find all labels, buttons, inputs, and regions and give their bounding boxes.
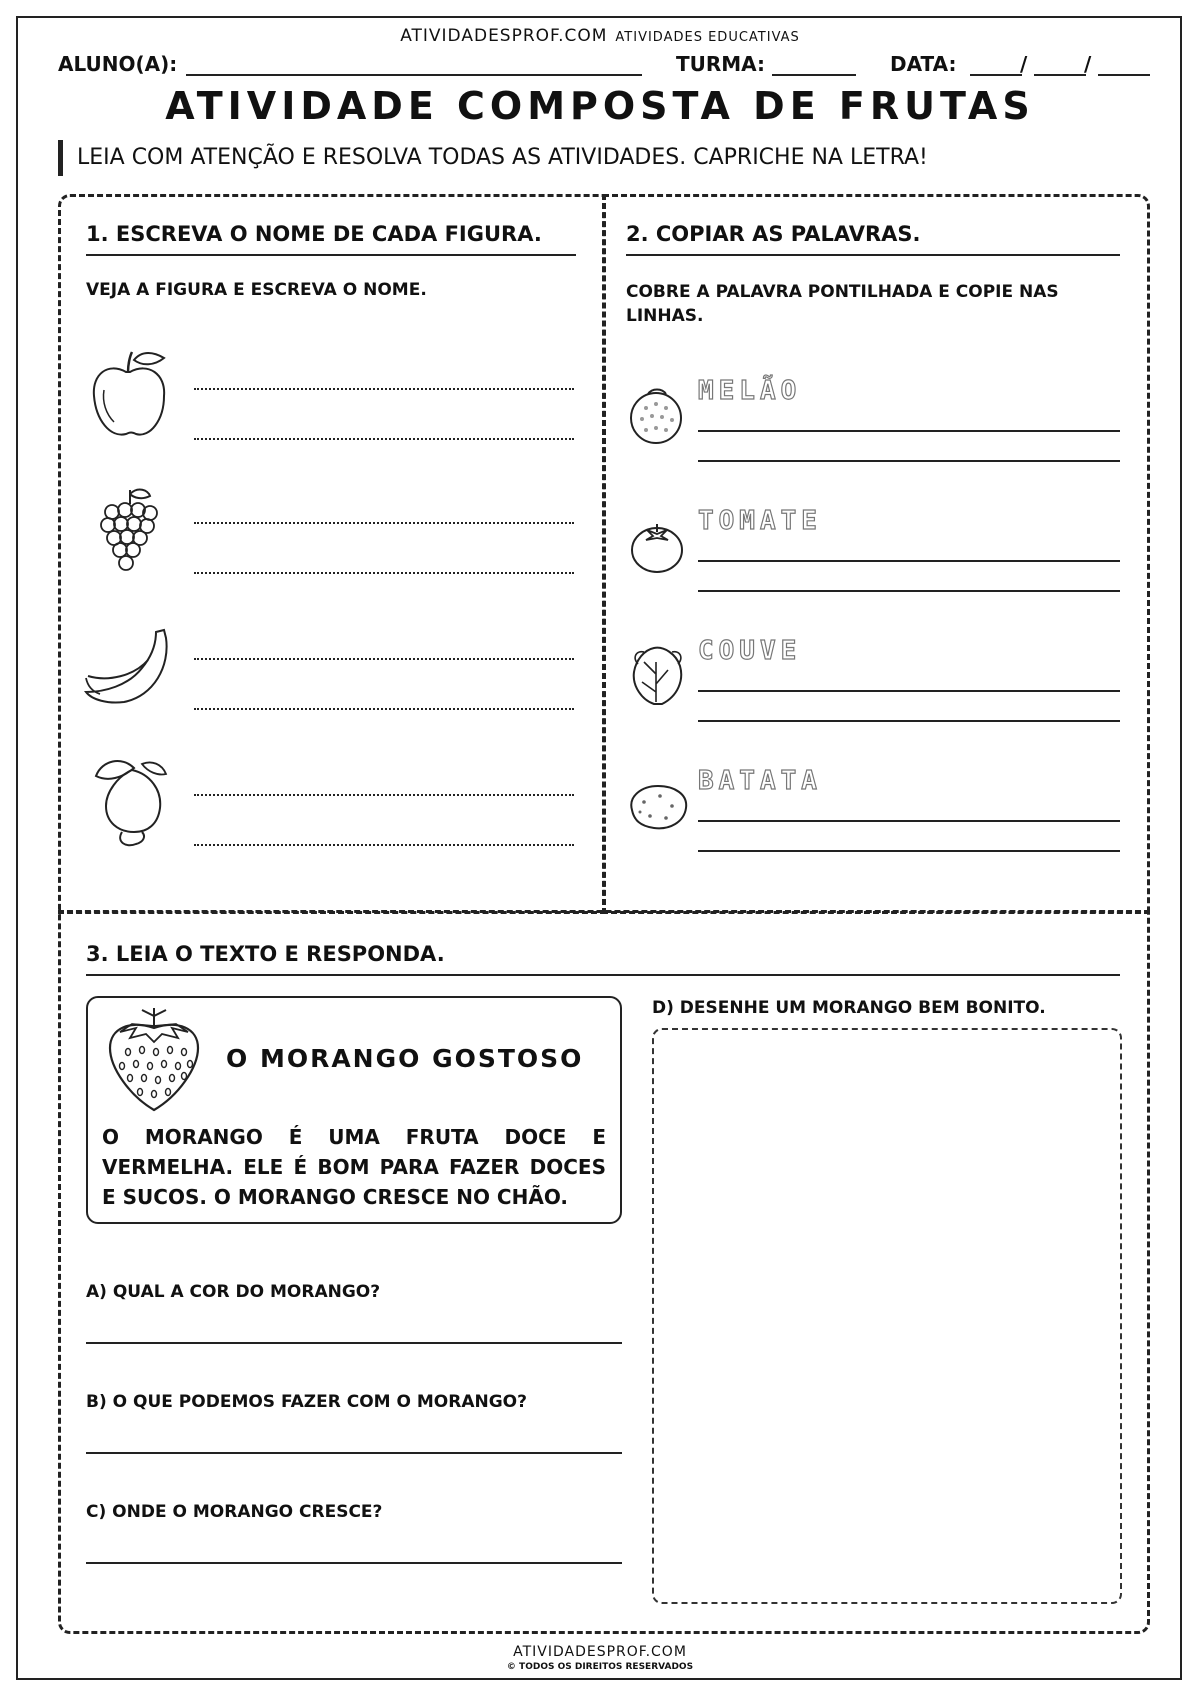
- potato-icon: [626, 782, 690, 832]
- copy-line[interactable]: [698, 430, 1120, 432]
- write-line[interactable]: [194, 658, 574, 660]
- write-line[interactable]: [194, 388, 574, 390]
- write-line[interactable]: [194, 708, 574, 710]
- copy-line[interactable]: [698, 590, 1120, 592]
- tomato-icon: [630, 520, 684, 574]
- site-name: ATIVIDADESPROF.COM: [400, 26, 608, 46]
- copy-line[interactable]: [698, 690, 1120, 692]
- copy-line[interactable]: [698, 460, 1120, 462]
- copy-line[interactable]: [698, 820, 1120, 822]
- question-c: C) ONDE O MORANGO CRESCE?: [86, 1502, 383, 1522]
- section1-subtitle: VEJA A FIGURA E ESCREVA O NOME.: [86, 280, 427, 300]
- trace-word: MELÃO: [698, 376, 802, 406]
- answer-line-c[interactable]: [86, 1562, 622, 1564]
- footer-site: ATIVIDADESPROF.COM: [513, 1644, 687, 1660]
- cashew-icon: [92, 756, 172, 848]
- page-title: ATIVIDADE COMPOSTA DE FRUTAS: [165, 84, 1035, 128]
- section1-title: 1. ESCREVA O NOME DE CADA FIGURA.: [86, 222, 576, 256]
- date-day-field[interactable]: [970, 74, 1022, 76]
- student-name-field[interactable]: [186, 74, 642, 76]
- banana-icon: [84, 626, 176, 706]
- date-month-field[interactable]: [1034, 74, 1086, 76]
- write-line[interactable]: [194, 794, 574, 796]
- question-b: B) O QUE PODEMOS FAZER COM O MORANGO?: [86, 1392, 527, 1412]
- write-line[interactable]: [194, 438, 574, 440]
- question-a: A) QUAL A COR DO MORANGO?: [86, 1282, 381, 1302]
- copy-line[interactable]: [698, 850, 1120, 852]
- grapes-icon: [98, 486, 162, 574]
- copy-line[interactable]: [698, 720, 1120, 722]
- instruction: LEIA COM ATENÇÃO E RESOLVA TODAS AS ATIVIDADES. CAPRICHE NA LETRA!: [58, 140, 928, 176]
- apple-icon: [88, 350, 168, 442]
- write-line[interactable]: [194, 572, 574, 574]
- footer-rights: © TODOS OS DIREITOS RESERVADOS: [506, 1662, 694, 1672]
- section3-title: 3. LEIA O TEXTO E RESPONDA.: [86, 942, 1120, 976]
- answer-line-a[interactable]: [86, 1342, 622, 1344]
- date-separator: /: [1084, 52, 1092, 76]
- story-text: O MORANGO É UMA FRUTA DOCE E VERMELHA. ELE É BOM PARA FAZER DOCES E SUCOS. O MORANGO CRESCE NO CHÃO.: [102, 1125, 606, 1209]
- trace-word: BATATA: [698, 766, 822, 796]
- question-d: D) DESENHE UM MORANGO BEM BONITO.: [652, 998, 1046, 1018]
- date-year-field[interactable]: [1098, 74, 1150, 76]
- lettuce-icon: [628, 642, 686, 708]
- melon-icon: [628, 386, 684, 446]
- trace-word: COUVE: [698, 636, 802, 666]
- story-title: O MORANGO GOSTOSO: [226, 1044, 584, 1073]
- site-header: [0, 26, 1200, 46]
- section2-title: 2. COPIAR AS PALAVRAS.: [626, 222, 1120, 256]
- copy-line[interactable]: [698, 560, 1120, 562]
- answer-line-b[interactable]: [86, 1452, 622, 1454]
- site-tagline: ATIVIDADES EDUCATIVAS: [615, 30, 800, 45]
- strawberry-icon: [106, 1006, 202, 1114]
- date-label: DATA:: [890, 52, 957, 76]
- write-line[interactable]: [194, 522, 574, 524]
- write-line[interactable]: [194, 844, 574, 846]
- trace-word: TOMATE: [698, 506, 822, 536]
- drawing-area[interactable]: [652, 1028, 1122, 1604]
- section2-subtitle: COBRE A PALAVRA PONTILHADA E COPIE NAS LINHAS.: [626, 282, 1059, 326]
- class-label: TURMA:: [676, 52, 766, 76]
- student-label: ALUNO(A):: [58, 52, 178, 76]
- class-field[interactable]: [772, 74, 856, 76]
- date-separator: /: [1020, 52, 1028, 76]
